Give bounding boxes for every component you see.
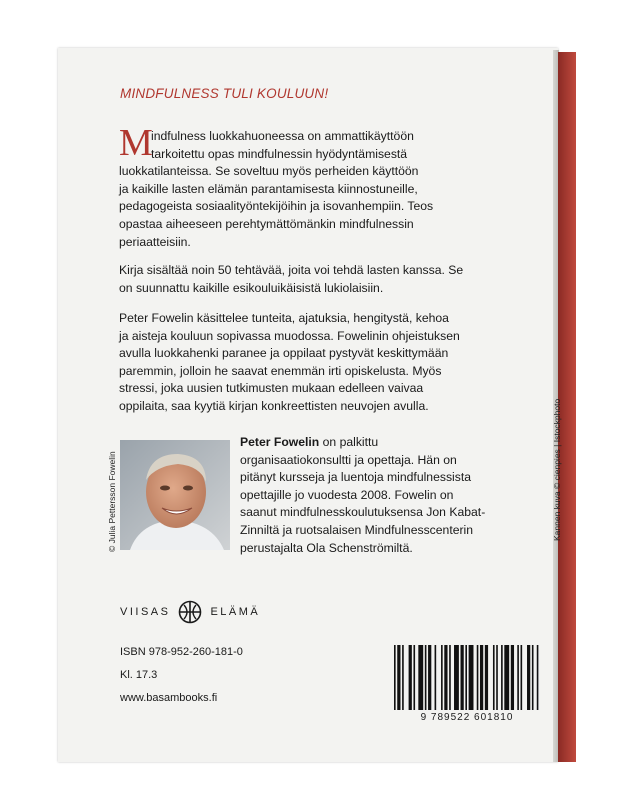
barcode-bar bbox=[449, 645, 451, 710]
author-photo bbox=[120, 440, 230, 550]
barcode-bar bbox=[435, 645, 437, 710]
paragraph-line: ja aisteja kouluun sopivassa muodossa. Fowelinin ohjeistuksen bbox=[119, 328, 460, 343]
barcode-bar bbox=[480, 645, 483, 710]
library-classification: Kl. 17.3 bbox=[120, 669, 158, 681]
barcode-bar bbox=[501, 645, 503, 710]
paragraph-line: on suunnattu kaikille esikouluikäisistä lukiolaisiin. bbox=[119, 280, 384, 295]
intro-paragraph bbox=[119, 128, 514, 251]
author-bio-intro: on palkittu bbox=[319, 435, 379, 449]
barcode-bar bbox=[444, 645, 447, 710]
publisher-website: www.basambooks.fi bbox=[120, 692, 218, 704]
barcode-bar bbox=[532, 645, 534, 710]
contents-paragraph bbox=[119, 262, 514, 297]
bio-line: opettajille jo vuodesta 2008. Fowelin on bbox=[240, 487, 454, 502]
bio-line: organisaatiokonsultti ja opettaja. Hän on bbox=[240, 452, 457, 467]
barcode-bar bbox=[409, 645, 412, 710]
barcode-bar bbox=[504, 645, 509, 710]
paragraph-line: pedagogeista sosiaalityöntekijöihin ja isovanhempiin. Teos bbox=[119, 199, 434, 214]
publisher-name-left: VIISAS bbox=[120, 606, 171, 618]
bio-line: pitänyt kursseja ja luentoja mindfulnessista bbox=[240, 470, 472, 485]
barcode-bar bbox=[537, 645, 539, 710]
barcode bbox=[392, 645, 542, 710]
barcode-number: 9 789522 601810 bbox=[420, 712, 514, 723]
cover-image-credit: Kannen kuva © cienpies | Istockphoto bbox=[552, 398, 562, 541]
barcode-bar bbox=[493, 645, 495, 710]
barcode-bar bbox=[441, 645, 443, 710]
barcode-bar bbox=[465, 645, 467, 710]
bio-line: Zinniltä ja ruotsalaisen Mindfulnesscenterin bbox=[240, 522, 474, 537]
publisher-name-right: ELÄMÄ bbox=[210, 606, 261, 618]
author-bio-first-line bbox=[240, 434, 530, 452]
bio-line: saanut mindfulnesskoulutuksensa Jon Kabat- bbox=[240, 505, 486, 520]
barcode-bar bbox=[469, 645, 474, 710]
barcode-bar bbox=[496, 645, 498, 710]
barcode-bar bbox=[413, 645, 415, 710]
barcode-bar bbox=[418, 645, 423, 710]
description-paragraph bbox=[119, 310, 514, 416]
barcode-bar bbox=[477, 645, 479, 710]
paragraph-line: Kirja sisältää noin 50 tehtävää, joita voi tehdä lasten kanssa. Se bbox=[119, 263, 464, 277]
author-bio bbox=[240, 434, 530, 557]
paragraph-line: Peter Fowelin käsittelee tunteita, ajatuksia, hengitystä, kehoa bbox=[119, 311, 449, 325]
barcode-bar bbox=[485, 645, 488, 710]
barcode-bar bbox=[428, 645, 431, 710]
paragraph-line: paremmin, jolloin he saavat enemmän irti opiskelusta. Myös bbox=[119, 363, 442, 378]
paragraph-line: stressi, joka uusien tutkimusten mukaan edelleen vaivaa bbox=[119, 381, 424, 396]
paragraph-line: ja kaikille lasten elämän parantamisesta kiinnostuneille, bbox=[119, 181, 418, 196]
barcode-bar bbox=[527, 645, 530, 710]
paragraph-line: oppilaita, saa kyytiä kirjan konkreettisten neuvojen avulla. bbox=[119, 398, 429, 413]
paragraph-line: avulla luokkahenki paranee ja oppilaat pystyvät keskittymään bbox=[119, 346, 449, 361]
paragraph-line: periaatteisiin. bbox=[119, 234, 191, 249]
barcode-bar bbox=[397, 645, 400, 710]
globe-cross-icon bbox=[178, 600, 202, 624]
barcode-bar bbox=[461, 645, 464, 710]
barcode-bar bbox=[425, 645, 427, 710]
tagline: MINDFULNESS TULI KOULUUN! bbox=[120, 86, 329, 101]
paragraph-line: luokkatilanteissa. Se soveltuu myös perheiden käyttöön bbox=[119, 164, 419, 179]
bio-line: perustajalta Ola Schenströmiltä. bbox=[240, 540, 413, 555]
drop-cap: M bbox=[119, 122, 153, 164]
paragraph-line: tarkoitettu opas mindfulnessin hyödyntämisestä bbox=[151, 146, 408, 161]
barcode-bar bbox=[521, 645, 523, 710]
barcode-bar bbox=[394, 645, 396, 710]
barcode-bar bbox=[402, 645, 404, 710]
barcode-bar bbox=[517, 645, 519, 710]
barcode-bar bbox=[511, 645, 514, 710]
barcode-bar bbox=[454, 645, 459, 710]
author-name: Peter Fowelin bbox=[240, 435, 320, 449]
photo-credit: © Julia Pettersson Fowelin bbox=[107, 451, 117, 552]
publisher-logo bbox=[120, 600, 260, 624]
paragraph-line: indfulness luokkahuoneessa on ammattikäyttöön bbox=[151, 129, 414, 143]
isbn: ISBN 978-952-260-181-0 bbox=[120, 646, 243, 658]
paragraph-line: opastaa aiheeseen perehtymättömänkin mindfulnessin bbox=[119, 216, 414, 231]
